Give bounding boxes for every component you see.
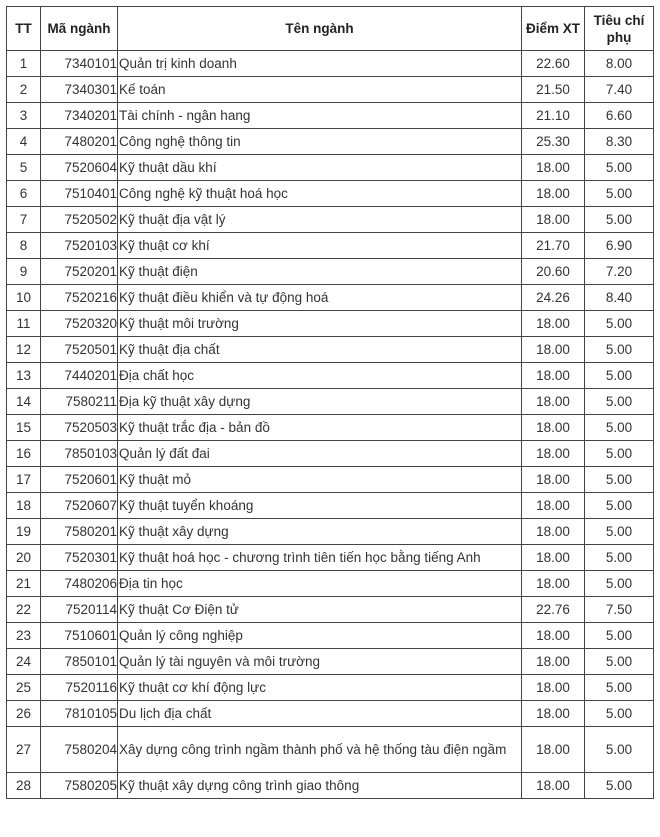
- table-row: [7, 467, 654, 493]
- major-name: Quản lý đất đai: [118, 441, 522, 467]
- sub-criteria: 5.00: [585, 545, 654, 571]
- table-row: [7, 155, 654, 181]
- row-index: 22: [7, 597, 41, 623]
- row-index: 19: [7, 519, 41, 545]
- admission-score: 18.00: [522, 623, 585, 649]
- major-code: 7580204: [41, 727, 118, 773]
- major-code: 7440201: [41, 363, 118, 389]
- sub-criteria: 8.40: [585, 285, 654, 311]
- admission-score: 18.00: [522, 571, 585, 597]
- sub-criteria: 5.00: [585, 727, 654, 773]
- row-index: 8: [7, 233, 41, 259]
- header-tt: TT: [7, 7, 41, 51]
- sub-criteria: 5.00: [585, 623, 654, 649]
- admission-score: 21.70: [522, 233, 585, 259]
- header-score: Điểm XT: [522, 7, 585, 51]
- table-row: [7, 623, 654, 649]
- row-index: 5: [7, 155, 41, 181]
- table-row: [7, 233, 654, 259]
- major-name: Kỹ thuật dầu khí: [118, 155, 522, 181]
- major-code: 7520201: [41, 259, 118, 285]
- admission-score: 18.00: [522, 363, 585, 389]
- row-index: 11: [7, 311, 41, 337]
- major-code: 7520604: [41, 155, 118, 181]
- table-row: [7, 545, 654, 571]
- row-index: 16: [7, 441, 41, 467]
- admission-score: 18.00: [522, 415, 585, 441]
- table-row: [7, 51, 654, 77]
- major-code: 7580205: [41, 773, 118, 799]
- major-code: 7510601: [41, 623, 118, 649]
- major-name: Kỹ thuật điện: [118, 259, 522, 285]
- row-index: 10: [7, 285, 41, 311]
- admission-score: 18.00: [522, 337, 585, 363]
- major-name: Du lịch địa chất: [118, 701, 522, 727]
- major-name: Kỹ thuật hoá học - chương trình tiên tiến học bằng tiếng Anh: [118, 545, 522, 571]
- sub-criteria: 5.00: [585, 675, 654, 701]
- major-name: Kỹ thuật xây dựng công trình giao thông: [118, 773, 522, 799]
- sub-criteria: 5.00: [585, 493, 654, 519]
- row-index: 12: [7, 337, 41, 363]
- row-index: 2: [7, 77, 41, 103]
- table-row: [7, 701, 654, 727]
- major-name: Kỹ thuật cơ khí: [118, 233, 522, 259]
- sub-criteria: 6.90: [585, 233, 654, 259]
- table-row: [7, 259, 654, 285]
- admission-score: 25.30: [522, 129, 585, 155]
- major-name: Kỹ thuật cơ khí động lực: [118, 675, 522, 701]
- admission-score: 18.00: [522, 773, 585, 799]
- major-code: 7480206: [41, 571, 118, 597]
- row-index: 24: [7, 649, 41, 675]
- admission-score: 18.00: [522, 675, 585, 701]
- row-index: 14: [7, 389, 41, 415]
- table-row: [7, 415, 654, 441]
- sub-criteria: 6.60: [585, 103, 654, 129]
- header-major-name: Tên ngành: [118, 7, 522, 51]
- sub-criteria: 5.00: [585, 773, 654, 799]
- admission-score: 18.00: [522, 181, 585, 207]
- header-major-code: Mã ngành: [41, 7, 118, 51]
- table-row: [7, 493, 654, 519]
- table-row: [7, 675, 654, 701]
- major-code: 7510401: [41, 181, 118, 207]
- major-code: 7340101: [41, 51, 118, 77]
- row-index: 18: [7, 493, 41, 519]
- major-code: 7520503: [41, 415, 118, 441]
- sub-criteria: 7.50: [585, 597, 654, 623]
- sub-criteria: 5.00: [585, 389, 654, 415]
- admission-score: 18.00: [522, 493, 585, 519]
- major-name: Kỹ thuật địa chất: [118, 337, 522, 363]
- sub-criteria: 5.00: [585, 519, 654, 545]
- sub-criteria: 8.00: [585, 51, 654, 77]
- table-row: [7, 363, 654, 389]
- major-code: 7520301: [41, 545, 118, 571]
- admission-score: 21.10: [522, 103, 585, 129]
- row-index: 20: [7, 545, 41, 571]
- sub-criteria: 5.00: [585, 155, 654, 181]
- major-code: 7580201: [41, 519, 118, 545]
- major-code: 7480201: [41, 129, 118, 155]
- admission-score: 18.00: [522, 701, 585, 727]
- sub-criteria: 5.00: [585, 363, 654, 389]
- admission-score: 18.00: [522, 649, 585, 675]
- row-index: 27: [7, 727, 41, 773]
- table-row: [7, 103, 654, 129]
- header-row: [7, 7, 654, 51]
- sub-criteria: 5.00: [585, 181, 654, 207]
- table-row: [7, 311, 654, 337]
- admission-score: 20.60: [522, 259, 585, 285]
- major-code: 7520502: [41, 207, 118, 233]
- admission-scores-table: [6, 6, 654, 799]
- sub-criteria: 5.00: [585, 415, 654, 441]
- sub-criteria: 8.30: [585, 129, 654, 155]
- admission-score: 18.00: [522, 727, 585, 773]
- major-name: Kỹ thuật Cơ Điện tử: [118, 597, 522, 623]
- table-row: [7, 181, 654, 207]
- table-row: [7, 649, 654, 675]
- sub-criteria: 5.00: [585, 649, 654, 675]
- major-name: Quản lý công nghiệp: [118, 623, 522, 649]
- major-name: Kỹ thuật môi trường: [118, 311, 522, 337]
- major-code: 7520601: [41, 467, 118, 493]
- row-index: 4: [7, 129, 41, 155]
- major-name: Kế toán: [118, 77, 522, 103]
- major-name: Tài chính - ngân hang: [118, 103, 522, 129]
- admission-score: 18.00: [522, 389, 585, 415]
- major-name: Kỹ thuật trắc địa - bản đồ: [118, 415, 522, 441]
- table-row: [7, 441, 654, 467]
- major-code: 7850103: [41, 441, 118, 467]
- major-code: 7520216: [41, 285, 118, 311]
- table-row: [7, 129, 654, 155]
- table-row: [7, 773, 654, 799]
- major-name: Kỹ thuật địa vật lý: [118, 207, 522, 233]
- major-name: Địa kỹ thuật xây dựng: [118, 389, 522, 415]
- row-index: 1: [7, 51, 41, 77]
- major-code: 7520114: [41, 597, 118, 623]
- table-row: [7, 389, 654, 415]
- admission-score: 22.76: [522, 597, 585, 623]
- major-name: Địa chất học: [118, 363, 522, 389]
- admission-score: 18.00: [522, 545, 585, 571]
- row-index: 3: [7, 103, 41, 129]
- major-code: 7580211: [41, 389, 118, 415]
- table-row: [7, 597, 654, 623]
- row-index: 21: [7, 571, 41, 597]
- table-row: [7, 77, 654, 103]
- row-index: 17: [7, 467, 41, 493]
- table-row: [7, 519, 654, 545]
- admission-score: 24.26: [522, 285, 585, 311]
- admission-score: 18.00: [522, 467, 585, 493]
- admission-score: 22.60: [522, 51, 585, 77]
- sub-criteria: 5.00: [585, 467, 654, 493]
- major-name: Công nghệ thông tin: [118, 129, 522, 155]
- sub-criteria: 5.00: [585, 311, 654, 337]
- major-name: Xây dựng công trình ngầm thành phố và hệ thống tàu điện ngầm: [118, 727, 522, 773]
- row-index: 26: [7, 701, 41, 727]
- sub-criteria: 5.00: [585, 207, 654, 233]
- major-code: 7520607: [41, 493, 118, 519]
- header-sub-criteria: Tiêu chí phụ: [585, 7, 654, 51]
- table-row: [7, 337, 654, 363]
- row-index: 25: [7, 675, 41, 701]
- sub-criteria: 7.20: [585, 259, 654, 285]
- major-name: Kỹ thuật tuyển khoáng: [118, 493, 522, 519]
- major-code: 7520116: [41, 675, 118, 701]
- row-index: 7: [7, 207, 41, 233]
- table-row: [7, 571, 654, 597]
- row-index: 23: [7, 623, 41, 649]
- major-code: 7520103: [41, 233, 118, 259]
- major-name: Quản trị kinh doanh: [118, 51, 522, 77]
- major-name: Kỹ thuật điều khiển và tự động hoá: [118, 285, 522, 311]
- major-code: 7850101: [41, 649, 118, 675]
- sub-criteria: 5.00: [585, 337, 654, 363]
- sub-criteria: 5.00: [585, 571, 654, 597]
- major-code: 7520320: [41, 311, 118, 337]
- major-name: Kỹ thuật xây dựng: [118, 519, 522, 545]
- major-code: 7810105: [41, 701, 118, 727]
- admission-score: 18.00: [522, 441, 585, 467]
- row-index: 6: [7, 181, 41, 207]
- admission-score: 18.00: [522, 311, 585, 337]
- row-index: 28: [7, 773, 41, 799]
- table-row: [7, 727, 654, 773]
- major-name: Địa tin học: [118, 571, 522, 597]
- admission-score: 18.00: [522, 519, 585, 545]
- admission-score: 18.00: [522, 155, 585, 181]
- admission-score: 18.00: [522, 207, 585, 233]
- major-name: Quản lý tài nguyên và môi trường: [118, 649, 522, 675]
- table-row: [7, 207, 654, 233]
- major-code: 7340201: [41, 103, 118, 129]
- row-index: 15: [7, 415, 41, 441]
- major-code: 7340301: [41, 77, 118, 103]
- admission-score: 21.50: [522, 77, 585, 103]
- row-index: 13: [7, 363, 41, 389]
- sub-criteria: 5.00: [585, 441, 654, 467]
- major-name: Kỹ thuật mỏ: [118, 467, 522, 493]
- major-name: Công nghệ kỹ thuật hoá học: [118, 181, 522, 207]
- sub-criteria: 7.40: [585, 77, 654, 103]
- sub-criteria: 5.00: [585, 701, 654, 727]
- row-index: 9: [7, 259, 41, 285]
- major-code: 7520501: [41, 337, 118, 363]
- table-row: [7, 285, 654, 311]
